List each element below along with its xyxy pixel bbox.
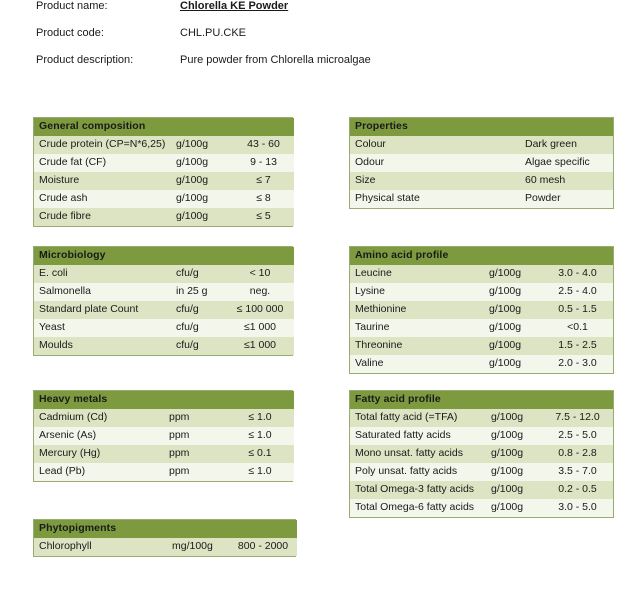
cell-unit: g/100g (484, 301, 542, 319)
cell-unit: ppm (164, 445, 226, 463)
cell-name: Moisture (34, 172, 171, 190)
cell-value: 60 mesh (520, 172, 613, 190)
cell-unit: ppm (164, 427, 226, 445)
table-header-heavy-metals (34, 391, 294, 409)
cell-value: <0.1 (542, 319, 613, 337)
table-row (34, 265, 294, 283)
meta-label-product-name: Product name: (36, 0, 108, 12)
cell-value: ≤ 1.0 (226, 409, 294, 427)
table-row (34, 538, 297, 556)
cell-name: Odour (350, 154, 520, 172)
cell-unit: g/100g (171, 172, 233, 190)
cell-unit: g/100g (484, 337, 542, 355)
cell-value: 2.5 - 5.0 (542, 427, 613, 445)
cell-name: Poly unsat. fatty acids (350, 463, 486, 481)
cell-value: 3.0 - 5.0 (542, 499, 613, 517)
cell-value: ≤ 8 (233, 190, 294, 208)
cell-value: ≤ 0.1 (226, 445, 294, 463)
table-header-properties (350, 118, 613, 136)
cell-unit: g/100g (486, 427, 542, 445)
table-row (350, 427, 613, 445)
table-row (350, 301, 613, 319)
cell-value: 1.5 - 2.5 (542, 337, 613, 355)
table-header-general-composition (34, 118, 294, 136)
table-title-amino-acid-profile: Amino acid profile (350, 247, 613, 265)
table-row (350, 319, 613, 337)
cell-unit: g/100g (486, 481, 542, 499)
cell-name: Cadmium (Cd) (34, 409, 164, 427)
cell-unit: g/100g (171, 136, 233, 154)
cell-unit: cfu/g (171, 265, 226, 283)
cell-name: Valine (350, 355, 484, 373)
table-row (34, 208, 294, 226)
meta-value-product-description: Pure powder from Chlorella microalgae (180, 54, 371, 66)
product-meta-block (36, 0, 616, 81)
table-row (350, 190, 613, 208)
table-heavy-metals (33, 390, 293, 482)
table-title-microbiology: Microbiology (34, 247, 294, 265)
table-row (34, 190, 294, 208)
cell-value: 2.0 - 3.0 (542, 355, 613, 373)
cell-value: 0.2 - 0.5 (542, 481, 613, 499)
cell-value: ≤ 5 (233, 208, 294, 226)
cell-name: E. coli (34, 265, 171, 283)
table-row (350, 355, 613, 373)
table-title-fatty-acid-profile: Fatty acid profile (350, 391, 613, 409)
table-header-fatty-acid-profile (350, 391, 613, 409)
table-fatty-acid-profile (349, 390, 614, 518)
table-header-phytopigments (34, 520, 297, 538)
cell-name: Crude fat (CF) (34, 154, 171, 172)
cell-unit: g/100g (484, 355, 542, 373)
cell-unit: g/100g (484, 283, 542, 301)
table-microbiology (33, 246, 293, 356)
meta-label-product-code: Product code: (36, 27, 104, 39)
table-general-composition (33, 117, 293, 227)
cell-value: 3.0 - 4.0 (542, 265, 613, 283)
cell-name: Size (350, 172, 520, 190)
cell-name: Leucine (350, 265, 484, 283)
table-phytopigments (33, 519, 296, 557)
table-title-heavy-metals: Heavy metals (34, 391, 294, 409)
table-row (350, 481, 613, 499)
cell-name: Crude protein (CP=N*6,25) (34, 136, 171, 154)
meta-value-product-name: Chlorella KE Powder (180, 0, 289, 12)
cell-name: Total Omega-6 fatty acids (350, 499, 486, 517)
table-title-properties: Properties (350, 118, 613, 136)
cell-unit: g/100g (171, 190, 233, 208)
table-row (350, 172, 613, 190)
table-row (34, 409, 294, 427)
cell-unit: g/100g (484, 319, 542, 337)
cell-unit: g/100g (484, 265, 542, 283)
cell-value: Powder (520, 190, 613, 208)
table-row (350, 283, 613, 301)
cell-value: Dark green (520, 136, 613, 154)
table-row (350, 136, 613, 154)
cell-unit: mg/100g (167, 538, 229, 556)
cell-name: Yeast (34, 319, 171, 337)
cell-name: Mercury (Hg) (34, 445, 164, 463)
cell-name: Crude ash (34, 190, 171, 208)
cell-value: ≤ 100 000 (226, 301, 294, 319)
table-properties (349, 117, 614, 209)
cell-value: 43 - 60 (233, 136, 294, 154)
cell-value: ≤ 1.0 (226, 463, 294, 481)
cell-value: 3.5 - 7.0 (542, 463, 613, 481)
cell-unit: cfu/g (171, 319, 226, 337)
table-row (34, 319, 294, 337)
cell-name: Standard plate Count (34, 301, 171, 319)
table-header-microbiology (34, 247, 294, 265)
cell-name: Lead (Pb) (34, 463, 164, 481)
cell-unit: g/100g (171, 208, 233, 226)
table-title-phytopigments: Phytopigments (34, 520, 297, 538)
meta-row-product-code (36, 27, 616, 54)
cell-name: Chlorophyll (34, 538, 167, 556)
cell-name: Lysine (350, 283, 484, 301)
cell-name: Salmonella (34, 283, 171, 301)
meta-value-product-code: CHL.PU.CKE (180, 27, 247, 39)
cell-unit: in 25 g (171, 283, 226, 301)
table-header-amino-acid-profile (350, 247, 613, 265)
table-row (350, 445, 613, 463)
table-row (350, 337, 613, 355)
cell-value: neg. (226, 283, 294, 301)
cell-value: ≤ 1.0 (226, 427, 294, 445)
cell-name: Total fatty acid (=TFA) (350, 409, 486, 427)
cell-unit: ppm (164, 409, 226, 427)
cell-name: Saturated fatty acids (350, 427, 486, 445)
meta-row-product-name (36, 0, 616, 27)
table-amino-acid-profile (349, 246, 614, 374)
cell-value: ≤1 000 (226, 337, 294, 355)
table-row (34, 427, 294, 445)
meta-row-product-description (36, 54, 616, 81)
table-row (350, 499, 613, 517)
cell-value: 7.5 - 12.0 (542, 409, 613, 427)
cell-name: Physical state (350, 190, 520, 208)
cell-value: Algae specific (520, 154, 613, 172)
cell-value: ≤ 7 (233, 172, 294, 190)
table-row (34, 283, 294, 301)
table-row (34, 301, 294, 319)
table-row (350, 463, 613, 481)
table-row (34, 445, 294, 463)
meta-label-product-description: Product description: (36, 54, 134, 66)
table-title-general-composition: General composition (34, 118, 294, 136)
cell-unit: g/100g (171, 154, 233, 172)
cell-value: < 10 (226, 265, 294, 283)
cell-unit: g/100g (486, 445, 542, 463)
table-row (34, 172, 294, 190)
table-row (34, 136, 294, 154)
cell-name: Taurine (350, 319, 484, 337)
cell-value: 2.5 - 4.0 (542, 283, 613, 301)
cell-name: Arsenic (As) (34, 427, 164, 445)
cell-name: Total Omega-3 fatty acids (350, 481, 486, 499)
table-row (350, 154, 613, 172)
table-row (350, 409, 613, 427)
cell-value: ≤1 000 (226, 319, 294, 337)
cell-name: Mono unsat. fatty acids (350, 445, 486, 463)
cell-value: 0.8 - 2.8 (542, 445, 613, 463)
cell-name: Methionine (350, 301, 484, 319)
cell-value: 800 - 2000 (229, 538, 297, 556)
table-row (34, 154, 294, 172)
cell-value: 9 - 13 (233, 154, 294, 172)
table-row (350, 265, 613, 283)
cell-name: Colour (350, 136, 520, 154)
cell-unit: ppm (164, 463, 226, 481)
table-row (34, 337, 294, 355)
cell-value: 0.5 - 1.5 (542, 301, 613, 319)
cell-unit: cfu/g (171, 337, 226, 355)
cell-name: Moulds (34, 337, 171, 355)
cell-name: Threonine (350, 337, 484, 355)
cell-unit: g/100g (486, 463, 542, 481)
cell-unit: cfu/g (171, 301, 226, 319)
table-row (34, 463, 294, 481)
cell-name: Crude fibre (34, 208, 171, 226)
cell-unit: g/100g (486, 409, 542, 427)
cell-unit: g/100g (486, 499, 542, 517)
